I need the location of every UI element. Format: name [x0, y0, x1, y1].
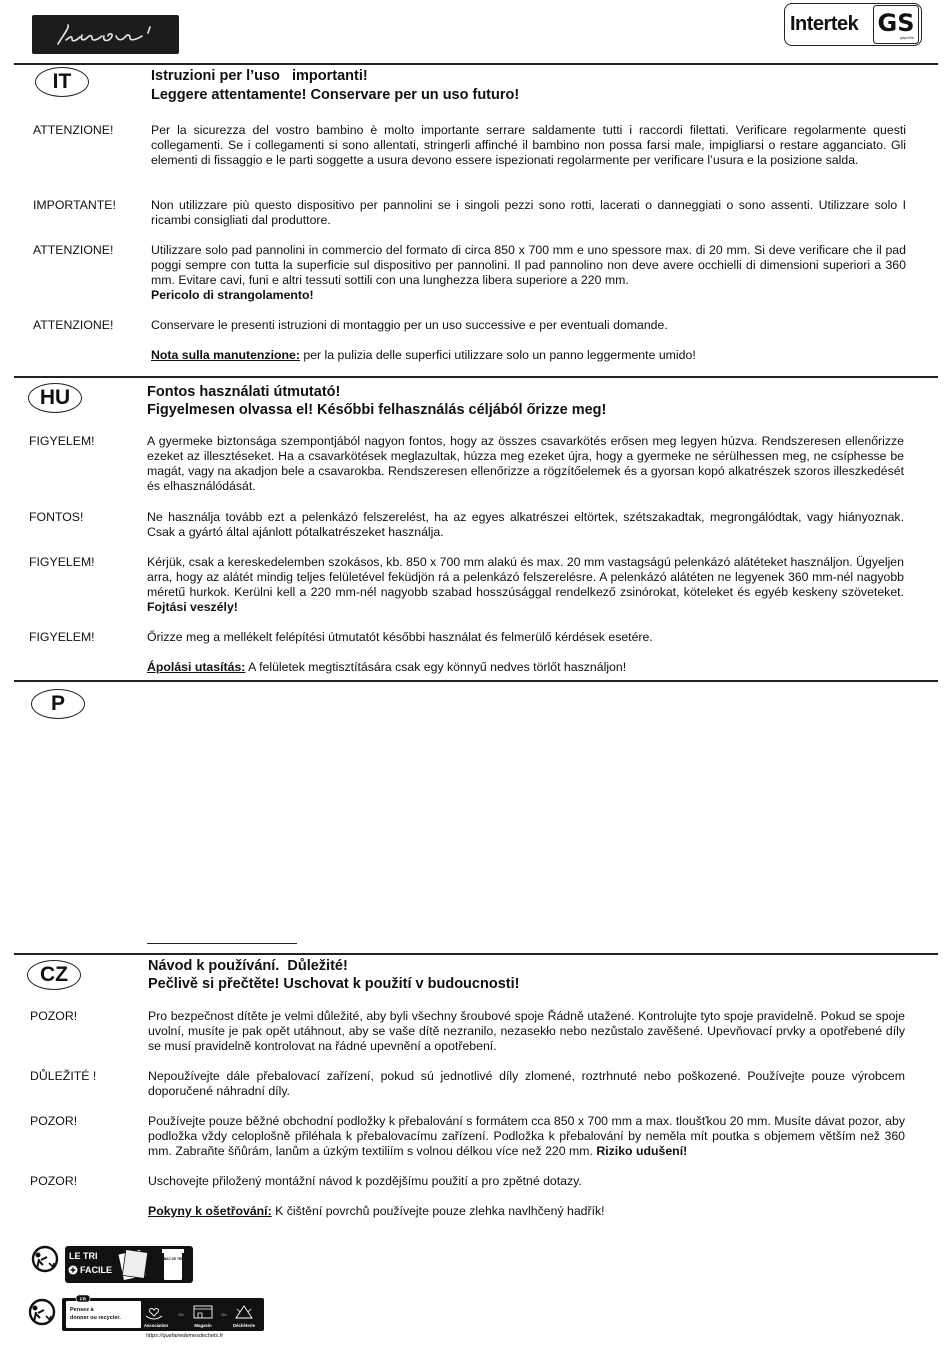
it-heading-1: Istruzioni per l’uso importanti!	[151, 68, 368, 84]
section-divider	[14, 953, 938, 955]
bin-label: BAC DE TRI	[163, 1257, 183, 1261]
cz-text-3: Používejte pouze běžné obchodní podložky k přebalování s formátem cca 850 x 700 mm a max. tloušťkou 20 mm. Musíte dávat pozor, aby podložka vždy celoplošně přiléhala k přebalovacímu zařízení. Podložka k přebalování by neměla mít poutka s objemem větším než 360 mm. Zabraňte šňůrám, lanům a úzkým textiliím s volnou délkou více než 220 mm. Riziko udušení!	[148, 1114, 905, 1158]
option-decheterie: Déchèterie	[233, 1323, 255, 1328]
option-magasin: Magasin	[194, 1323, 212, 1328]
it-text-4: Conservare le presenti istruzioni di montaggio per un uso successive e per eventuali domande.	[151, 318, 668, 332]
it-text-3: Utilizzare solo pad pannolini in commercio del formato di circa 850 x 700 mm e uno spessore max. di 20 mm. Si deve verificare che il pad poggi sempre con tutta la superficie sul dispositivo per pannolini. Il pad pannolino non deve avere occhielli di dimensioni superiori a 360 mm. Evitare cavi, funi e altri tessuti sottili con una lunghezza libera superiore a 220 mm. Pericolo di strangolamento!	[151, 243, 906, 302]
gs-seal-icon	[873, 5, 919, 44]
cz-heading-1: Návod k používání. Důležité!	[148, 958, 348, 974]
it-care-note: Nota sulla manutenzione: per la pulizia delle superfici utilizzare solo un panno leggermente umido!	[151, 348, 696, 362]
it-warning: Pericolo di strangolamento!	[151, 288, 314, 302]
hu-text-3: Kérjük, csak a kereskedelemben szokásos, kb. 850 x 700 mm alakú és max. 20 mm vastagságú pelenkázó alátéteket használjon. Ügyeljen arra, hogy az alátét mindig teljes felületével feküdjön rá a pelenkázó felszerelésre. A pelenkázó alátéten ne legyenek 360 mm-nél nagyobb méretű hurkok. Kerülni kell a 220 mm-nél nagyobb szabad hosszúsággal rendelkező zsinórokat, köteleket és egyéb keskeny szöveteket. Fojtási veszély!	[147, 555, 904, 614]
donner-text-2: donner ou recycler.	[70, 1315, 121, 1321]
cz-label-2: DŮLEŽITÉ !	[30, 1069, 97, 1083]
lang-badge-cz: CZ	[27, 960, 81, 990]
svg-text:geprüfte: geprüfte	[900, 36, 914, 40]
ou-separator: OU	[221, 1313, 227, 1317]
option-association: Association	[143, 1323, 169, 1328]
recycling-url: https://quefairedemesdechets.fr	[146, 1333, 224, 1339]
cz-care-note: Pokyny k ošetřování: K čištění povrchů používejte pouze zlehka navlhčený hadřík!	[148, 1204, 605, 1218]
it-label-1: ATTENZIONE!	[33, 123, 114, 137]
hu-heading-2: Figyelmesen olvassa el! Későbbi felhasználás céljából őrizze meg!	[147, 402, 607, 418]
triman-donner-recycler-logo	[26, 1294, 266, 1334]
paper-icon	[119, 1250, 148, 1280]
tri-facile-line2: FACILE	[80, 1265, 113, 1275]
hu-label-2: FONTOS!	[29, 510, 84, 524]
tri-facile-line1: LE TRI	[69, 1251, 98, 1261]
cz-warning: Riziko udušení!	[596, 1144, 688, 1158]
cert-name: Intertek	[790, 13, 859, 35]
hu-label-3: FIGYELEM!	[29, 555, 95, 569]
cz-text-2: Nepoužívejte dále přebalovací zařízení, pokud sú jednotlivé díly zlomené, roztrhnuté nebo poškozené. Používejte pouze výrobcem doporučené náhradní díly.	[148, 1069, 905, 1098]
triman-icon	[30, 1300, 54, 1324]
hu-warning: Fojtási veszély!	[147, 600, 238, 614]
cz-label-3: POZOR!	[30, 1114, 78, 1128]
hu-text-2: Ne használja tovább ezt a pelenkázó felszerelést, ha az egyes alkatrészei eltörtek, szétszakadtak, megrongálódtak, vagy hiányoznak. Csak a gyártó által ajánlott pótalkatrészeket használja.	[147, 510, 904, 539]
ou-separator: OU	[178, 1313, 184, 1317]
hu-label-4: FIGYELEM!	[29, 630, 95, 644]
section-divider	[14, 376, 938, 378]
hu-label-1: FIGYELEM!	[29, 434, 95, 448]
it-text-2: Non utilizzare più questo dispositivo per pannolini se i singoli pezzi sono rotti, lacerati o danneggiati o sono assenti. Utilizzare solo I ricambi consigliati dal produttore.	[151, 198, 906, 227]
lang-badge-hu: HU	[28, 383, 82, 413]
svg-text:GS: GS	[877, 9, 915, 37]
hu-text-1: A gyermeke biztonsága szempontjából nagyon fontos, hogy az összes csavarkötés erősen meg legyen húzva. Rendszeresen ellenőrizze ezeket az illesztéseket. Ha a csavarkötések meglazultak, húzza meg ezeket újra, hogy a gyermeke ne sérülhessen meg, ne csíphesse be magát, vagy na akadjon bele a csavarokba. Rendszeresen ellenőrizze a rögzítőelemek és a gyorsan kopó alkatrészek szoros illeszkedését és elhasználódását.	[147, 434, 904, 493]
it-heading-2: Leggere attentamente! Conservare per un uso futuro!	[151, 87, 520, 103]
it-text-1: Per la sicurezza del vostro bambino è molto importante serrare saldamente tutti i raccordi filettati. Verificare regolarmente questi collegamenti. Se i collegamenti si sono allentati, stringerli affinché il bambino non possa farsi male, impigliarsi o restare agganciato. Gli elementi di fissaggio e le parti soggette a usura devono essere ispezionati regolarmente per verificare l’usura e la posizione salda.	[151, 123, 906, 167]
it-label-3: ATTENZIONE!	[33, 243, 114, 257]
lang-badge-p: P	[31, 689, 85, 719]
hu-heading-1: Fontos használati útmutató!	[147, 384, 341, 400]
hu-care-note: Ápolási utasítás: A felületek megtisztítására csak egy könnyű nedves törlőt használjon!	[147, 660, 627, 674]
cz-text-1: Pro bezpečnost dítěte je velmi důležité, aby byli všechny šroubové spoje Řádně utažené. Kontrolujte tyto spoje pravidelně. Pokud se spoje uvolní, musíte je pak opět utáhnout, aby se vaše dítě nezranilo, nezasekło nebo nezůstalo zavěšené. Upevňovací prvky a opotřebené díly se musí pravidelně kontrolovat na řádné upevnění a opotřebení.	[148, 1009, 905, 1053]
it-label-4: ATTENZIONE!	[33, 318, 114, 332]
fr-badge: FR	[80, 1296, 86, 1302]
section-divider	[14, 63, 938, 65]
cz-text-4: Uschovejte přiložený montážní návod k pozdějšímu použití a pro zpětné dotazy.	[148, 1174, 582, 1188]
it-label-2: IMPORTANTE!	[33, 198, 116, 212]
triman-le-tri-facile-logo	[29, 1243, 194, 1285]
hu-text-4: Őrizze meg a mellékelt felépítési útmutatót későbbi használat és felmerülő kérdések esetére.	[147, 630, 653, 644]
donner-text-1: Pensez à	[70, 1307, 94, 1313]
cz-label-1: POZOR!	[30, 1009, 78, 1023]
cz-heading-2: Pečlivě si přečtěte! Uschovat k použití v budoucnosti!	[148, 976, 520, 992]
intertek-gs-mark	[784, 3, 922, 46]
short-divider	[147, 943, 297, 944]
section-divider	[14, 680, 938, 682]
cz-label-4: POZOR!	[30, 1174, 78, 1188]
recycle-bin-icon	[162, 1249, 184, 1280]
lang-badge-it: IT	[35, 67, 89, 97]
triman-icon	[33, 1247, 57, 1271]
brand-logo	[32, 15, 179, 54]
